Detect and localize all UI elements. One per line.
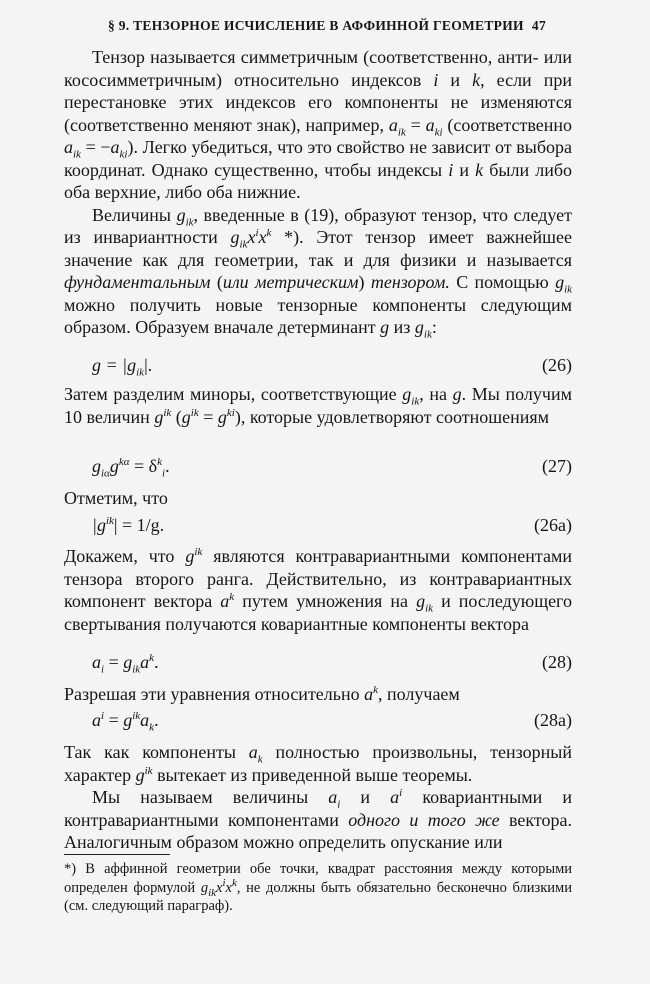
body-text-proof bbox=[64, 545, 572, 635]
page-number: 47 bbox=[531, 18, 546, 33]
equation-26 bbox=[92, 354, 572, 379]
body-text-top bbox=[64, 46, 572, 339]
equation-body: $|g^{ik}| = 1/g$. bbox=[92, 515, 165, 535]
equation-28 bbox=[92, 651, 572, 676]
paragraph-note: Отметим, что bbox=[64, 488, 168, 508]
body-text-minors bbox=[64, 383, 572, 428]
paragraph-covariant-contravariant: Мы называем величины $a_i$ и $a^i$ ковариантными и контравариантными компонентами одного и того же вектора. Аналогичным образом можно определить опускание или bbox=[64, 787, 573, 852]
equation-body: $g = |g_{ik}|$. bbox=[92, 355, 153, 379]
equation-body: $a^i = g^{ik}a_k$. bbox=[92, 710, 159, 734]
equation-number: (27) bbox=[542, 456, 572, 476]
footnote: *) В аффинной геометрии обе точки, квадрат расстояния между которыми определен формулой $g_{ik}x^ix^k$, не должны быть обязательно бесконечно близкими (см. следующий параграф). bbox=[64, 861, 572, 914]
paragraph-solve: Разрешая эти уравнения относительно $a^k$, получаем bbox=[64, 684, 460, 704]
paragraph-metric-tensor: Величины $g_{ik}$, введенные в (19), образуют тензор, что следует из инвариантности $g_{ik}x^ix^k$ *). Этот тензор имеет важнейшее значение как для геометрии, так и для физики и называется фундаментальным (или метрическим) тензором. С помощью $g_{ik}$ можно получить новые тензорные компоненты следующим образом. Образуем вначале детерминант g из $g_{ik}$: bbox=[64, 204, 573, 341]
equation-26a bbox=[92, 514, 572, 536]
equation-body: $g_{i\alpha}g^{k\alpha} = \delta^k_i$. bbox=[92, 456, 170, 480]
paragraph-tensor-character: Так как компоненты $a_k$ полностью произвольны, тензорный характер $g^{ik}$ вытекает из приведенной выше теоремы. bbox=[64, 742, 572, 785]
equation-27 bbox=[92, 455, 572, 480]
body-text-solve bbox=[64, 683, 572, 706]
equation-body: $a_i = g_{ik}a^k$. bbox=[92, 652, 159, 676]
equation-number: (28a) bbox=[534, 710, 572, 730]
body-text-bottom bbox=[64, 741, 572, 854]
paragraph-symmetric-tensor: Тензор называется симметричным (соответственно, анти- или кососимметричным) относительно индексов i и k, если при перестановке этих индексов его компоненты не изменяются (соответственно меняют знак), например, $a_{ik} = a_{ki}$ (соответственно $a_{ik} = -a_{ki}$). Легко убедиться, что это свойство не зависит от выбора координат. Однако существенно, чтобы индексы i и k были либо оба верхние, либо оба нижние. bbox=[64, 47, 572, 202]
equation-number: (26a) bbox=[534, 515, 572, 535]
section-title: § 9. ТЕНЗОРНОЕ ИСЧИСЛЕНИЕ В АФФИННОЙ ГЕОМЕТРИИ bbox=[108, 18, 524, 33]
equation-number: (26) bbox=[542, 355, 572, 375]
equation-number: (28) bbox=[542, 652, 572, 672]
running-header bbox=[108, 18, 546, 34]
footnote-divider bbox=[64, 854, 170, 855]
paragraph-proof: Докажем, что $g^{ik}$ являются контравариантными компонентами тензора второго ранга. Действительно, из контравариантных компонент вектора $a^k$ путем умножения на $g_{ik}$ и последующего свертывания получаются ковариантные компоненты вектора bbox=[64, 546, 572, 634]
body-text-note bbox=[64, 487, 572, 510]
paragraph-minors: Затем разделим миноры, соответствующие $g_{ik}$, на g. Мы получим 10 величин $g^{ik}$ $(g^{ik} = g^{ki})$, которые удовлетворяют соотношениям bbox=[64, 384, 572, 427]
equation-28a bbox=[92, 709, 572, 734]
